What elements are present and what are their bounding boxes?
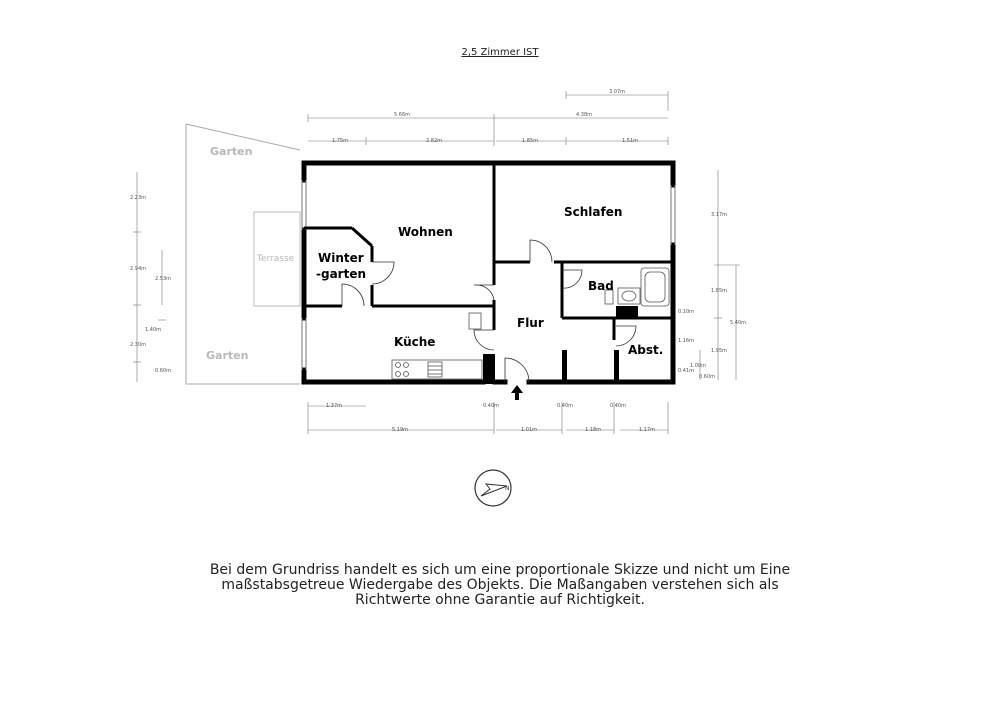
dim-left-2-94: 2.94m (130, 266, 147, 272)
dim-right-1-00: 1.00m (690, 363, 707, 369)
entrance-arrow-icon (511, 385, 523, 400)
disclaimer-line-3: Richtwerte ohne Garantie auf Richtigkeit. (355, 592, 645, 608)
dim-left-2-30: 2.30m (130, 342, 147, 348)
dim-left-0-60: 0.60m (155, 368, 172, 374)
terrace-label: Terrasse (257, 254, 295, 264)
dim-right-1-16: 1.16m (678, 338, 695, 344)
dim-right-0-60: 0.60m (699, 374, 716, 380)
room-label-flur: Flur (517, 316, 544, 330)
dim-top-4-38: 4.38m (576, 112, 593, 118)
room-label-abst: Abst. (628, 343, 664, 357)
dim-left-2-23: 2.23m (130, 195, 147, 201)
dim-right-0-41: 0.41m (678, 368, 695, 374)
dim-top-5-66: 5.66m (394, 112, 411, 118)
dim-bottom-1-18: 1.18m (585, 427, 602, 433)
room-label-schlafen: Schlafen (564, 205, 623, 219)
disclaimer-line-2: maßstabsgetreue Wiedergabe des Objekts. Die Maßangaben verstehen sich als (221, 577, 779, 593)
garden-label-bottom: Garten (206, 349, 249, 362)
dim-right-1-95: 1.95m (711, 348, 728, 354)
compass-north-label: N (505, 485, 510, 492)
dim-bottom-1-37: 1.37m (326, 403, 343, 409)
room-label-kueche: Küche (394, 335, 436, 349)
dim-left-2-53: 2.53m (155, 276, 172, 282)
disclaimer (150, 563, 850, 608)
plan-title: 2,5 Zimmer IST (461, 47, 539, 58)
dim-top-1-51: 1.51m (622, 138, 639, 144)
room-label-bad: Bad (588, 279, 614, 293)
dim-bottom-0-40-b: 0.40m (557, 403, 574, 409)
room-label-wintergarten-2: -garten (316, 267, 367, 281)
dim-left-1-40: 1.40m (145, 327, 162, 333)
dim-top-1-85: 1.85m (522, 138, 539, 144)
dim-top-1-75: 1.75m (332, 138, 349, 144)
garden-label-top: Garten (210, 145, 253, 158)
dim-bottom-5-19: 5.19m (392, 427, 409, 433)
disclaimer-line-1: Bei dem Grundriss handelt es sich um eine proportionale Skizze und nicht um Eine (209, 562, 791, 578)
dim-bottom-1-01: 1.01m (521, 427, 538, 433)
compass-icon (475, 470, 511, 506)
room-label-wohnen: Wohnen (398, 225, 453, 239)
dim-right-1-85: 1.85m (711, 288, 728, 294)
dim-bottom-0-40-a: 0.40m (483, 403, 500, 409)
room-label-wintergarten-1: Winter (318, 251, 364, 265)
dim-bottom-0-40-c: 0.40m (610, 403, 627, 409)
dim-right-0-10: 0.10m (678, 309, 695, 315)
bathroom-fixtures (605, 268, 669, 306)
dim-top-2-82: 2.82m (426, 138, 443, 144)
dim-right-3-17: 3.17m (711, 212, 728, 218)
dim-bottom-1-17: 1.17m (639, 427, 656, 433)
dim-top-3-07: 3.07m (609, 89, 626, 95)
dim-right-5-40: 5.40m (730, 320, 747, 326)
